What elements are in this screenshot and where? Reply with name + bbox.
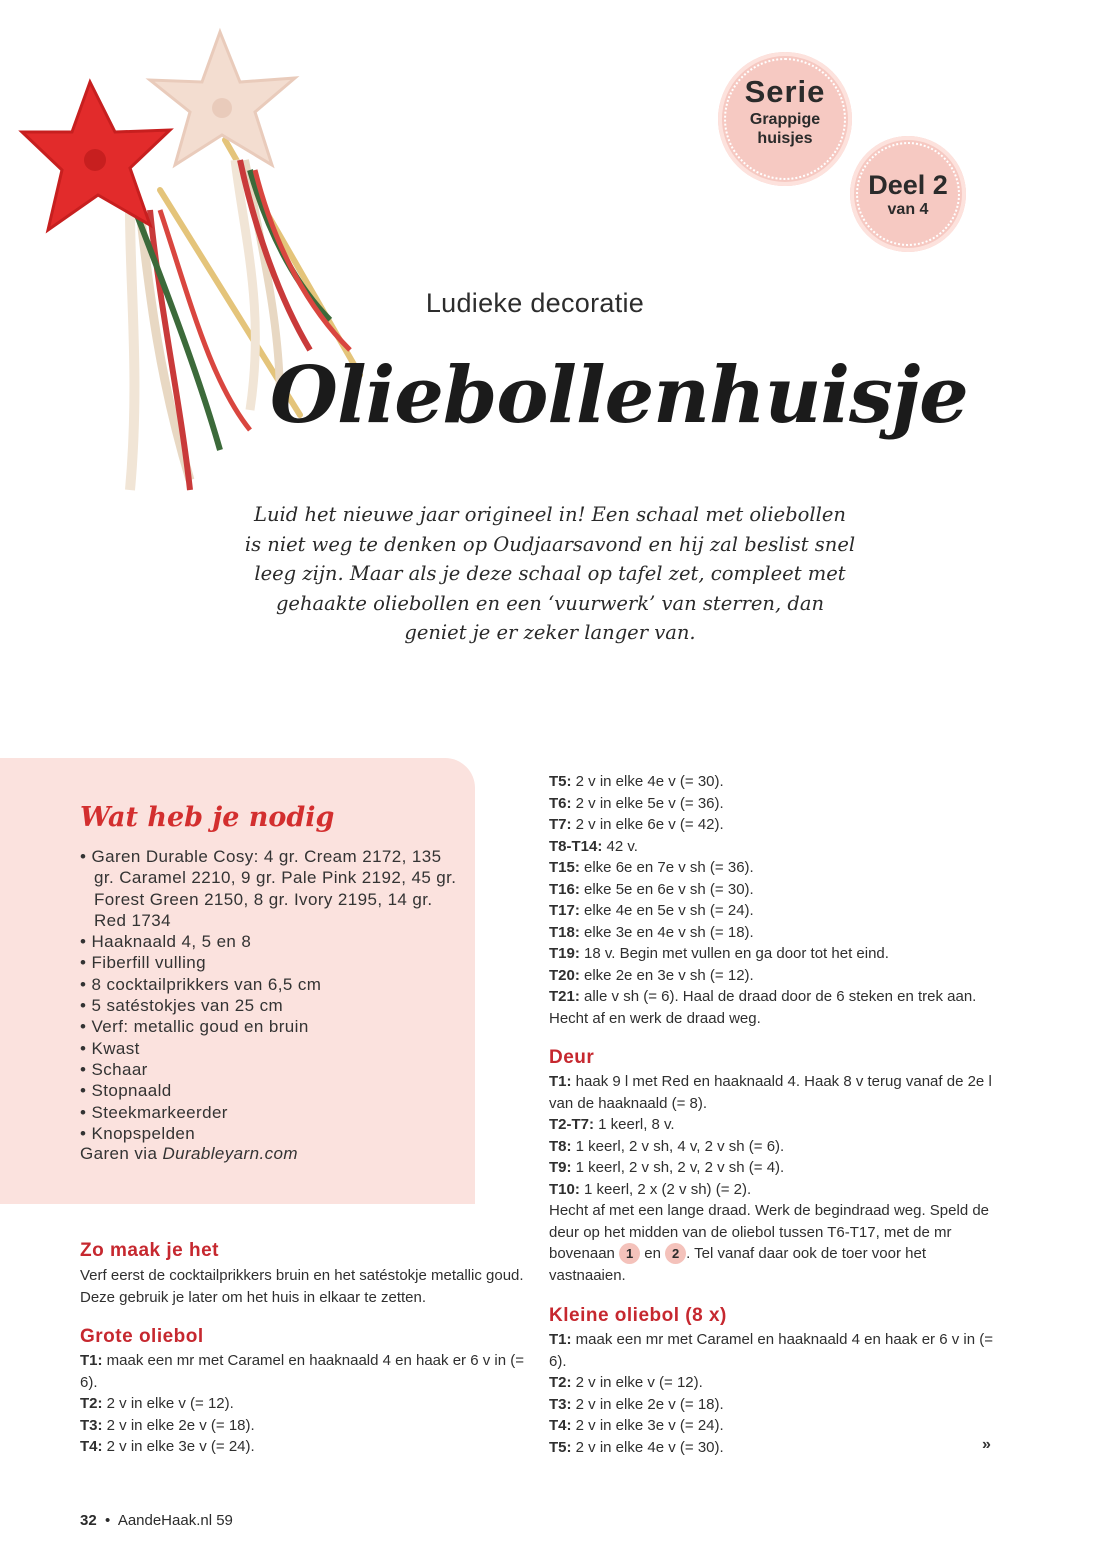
how-to-text: Verf eerst de cocktailprikkers bruin en het satéstokje metallic goud. Deze gebruik je later om het huis in elkaar te zetten. [80,1267,524,1306]
round-row: T1: haak 9 l met Red en haaknaald 4. Haak 8 v terug vanaf de 2e l van de haaknaald (= 8). [549,1073,992,1112]
yarn-source-prefix: Garen via [80,1144,163,1163]
yarn-source [80,1144,298,1164]
round-row: T3: 2 v in elke 2e v (= 18). [80,1416,255,1434]
materials-list [80,846,460,1144]
round-row: T5: 2 v in elke 4e v (= 30). [549,773,724,790]
round-row: T21: alle v sh (= 6). Haal de draad door de 6 steken en trek aan. Hecht af en werk de draad weg. [549,988,977,1027]
intro-line: Luid het nieuwe jaar origineel in! Een schaal met oliebollen [254,503,846,526]
round-row: T2: 2 v in elke v (= 12). [80,1395,234,1412]
list-item: • Kwast [80,1038,460,1059]
intro-line: leeg zijn. Maar als je deze schaal op tafel zet, compleet met [254,562,846,585]
yarn-source-link[interactable]: Durableyarn.com [162,1144,298,1163]
round-row: T1: maak een mr met Caramel en haaknaald 4 en haak er 6 v in (= 6). [549,1331,993,1370]
round-row: T18: elke 3e en 4e v sh (= 18). [549,923,754,941]
round-row: T3: 2 v in elke 2e v (= 18). [549,1395,724,1413]
large-oliebol-title: Grote oliebol [80,1326,204,1347]
list-item: • Steekmarkeerder [80,1102,460,1123]
materials-title: Wat heb je nodig [80,802,335,833]
footer-separator: • [105,1512,111,1529]
round-row: T17: elke 4e en 5e v sh (= 24). [549,902,754,919]
round-row: T6: 2 v in elke 5e v (= 36). [549,794,724,812]
round-row: T15: elke 6e en 7e v sh (= 36). [549,859,754,876]
deel-of-label: van 4 [887,201,929,218]
list-item: • Fiberfill vulling [80,952,460,973]
page-number: 32 [80,1512,97,1529]
list-item: • Schaar [80,1059,460,1080]
round-row: T2: 2 v in elke v (= 12). [549,1374,703,1391]
marker-1-icon: 1 [619,1243,640,1264]
intro-line: geniet je er zeker langer van. [404,621,696,644]
serie-name-line-1: Grappige [749,111,821,128]
serie-name-line-2: huisjes [757,130,813,147]
marker-2-icon: 2 [665,1243,686,1264]
door-title: Deur [549,1047,595,1068]
deel-label: Deel 2 [868,170,948,200]
round-row: T4: 2 v in elke 3e v (= 24). [80,1438,255,1455]
round-row: T2-T7: 1 keerl, 8 v. [549,1116,675,1133]
list-item: • 8 cocktailprikkers van 6,5 cm [80,974,460,995]
list-item: • 5 satéstokjes van 25 cm [80,995,460,1016]
large-oliebol-rows [80,1350,530,1458]
kicker: Ludieke decoratie [425,288,645,318]
serie-badge [718,52,852,186]
list-item: • Haaknaald 4, 5 en 8 [80,931,460,952]
list-item: • Garen Durable Cosy: 4 gr. Cream 2172, 135 gr. Caramel 2210, 9 gr. Pale Pink 2192, 45 gr. Forest Green 2150, 8 gr. Ivory 2195, 14 gr. Red 1734 [80,846,460,931]
small-oliebol-title: Kleine oliebol (8 x) [549,1305,727,1326]
small-oliebol-rows [549,1329,999,1458]
round-row: T20: elke 2e en 3e v sh (= 12). [549,966,754,984]
door-rows [549,1071,999,1286]
round-row: T16: elke 5e en 6e v sh (= 30). [549,880,754,898]
round-row: T5: 2 v in elke 4e v (= 30). [549,1438,724,1456]
round-row: T10: 1 keerl, 2 x (2 v sh) (= 2). [549,1180,752,1198]
intro-line: gehaakte oliebollen en een ‘vuurwerk’ van sterren, dan [275,591,825,615]
magazine-issue: AandeHaak.nl 59 [117,1512,233,1529]
how-to-title: Zo maak je het [80,1240,219,1261]
serie-label: Serie [744,74,826,109]
intro-line: is niet weg te denken op Oudjaarsavond en hij zal beslist snel [244,532,856,556]
page-title: Oliebollenhuisje [270,350,968,441]
round-row: T1: maak een mr met Caramel en haaknaald 4 en haak er 6 v in (= 6). [80,1352,524,1391]
round-row: T9: 1 keerl, 2 v sh, 2 v, 2 v sh (= 4). [549,1159,785,1176]
list-item: • Knopspelden [80,1123,460,1144]
intro-paragraph [200,500,900,648]
list-item: • Verf: metallic goud en bruin [80,1016,460,1037]
continue-icon: » [982,1436,991,1453]
door-note: Hecht af met een lange draad. Werk de begindraad weg. Speld de deur op het midden van de oliebol tussen T6-T17, met de mr bovenaan 1 en 2 . Tel vanaf daar ook de toer voor het vastnaaien. [549,1202,990,1284]
round-row: T19: 18 v. Begin met vullen en ga door tot het eind. [549,945,889,962]
page-footer [80,1512,233,1529]
list-item: • Stopnaald [80,1080,460,1101]
round-row: T7: 2 v in elke 6e v (= 42). [549,816,724,833]
large-oliebol-rows-continued [549,771,999,1029]
round-row: T8-T14: 42 v. [549,837,638,855]
round-row: T8: 1 keerl, 2 v sh, 4 v, 2 v sh (= 6). [549,1137,785,1155]
round-row: T4: 2 v in elke 3e v (= 24). [549,1417,724,1434]
deel-badge [850,136,966,252]
